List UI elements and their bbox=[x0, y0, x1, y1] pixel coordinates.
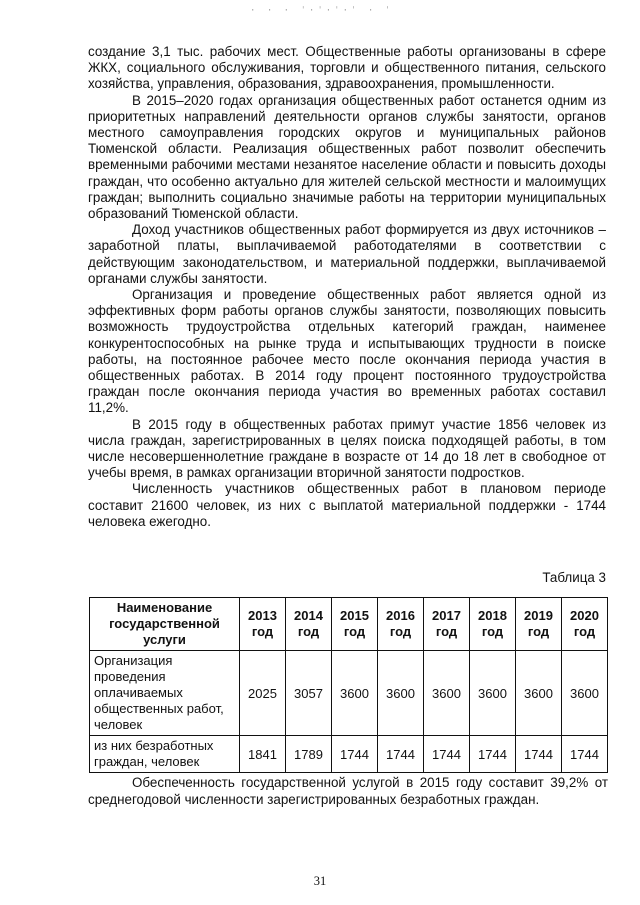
body-text bbox=[88, 44, 606, 530]
table-cell: 3600 bbox=[516, 651, 562, 736]
table-cell: 1744 bbox=[562, 736, 608, 773]
table-cell: 3600 bbox=[378, 651, 424, 736]
table-cell: 3057 bbox=[286, 651, 332, 736]
paragraph-5: В 2015 году в общественных работах примут участие 1856 человек из числа граждан, зарегистрированных в целях поиска подходящей работы, в том числе несовершеннолетние граждане в возрасте от 14 до 18 лет в свободное от учебы время, в рамках организации вторичной занятости подростков. bbox=[88, 416, 606, 481]
table-cell: 1841 bbox=[240, 736, 286, 773]
header-year: 2013 год bbox=[240, 598, 286, 651]
table-cell: 3600 bbox=[470, 651, 516, 736]
table-cell: 3600 bbox=[424, 651, 470, 736]
header-year: 2020 год bbox=[562, 598, 608, 651]
closing-text bbox=[88, 775, 608, 808]
paragraph-3: Доход участников общественных работ формируется из двух источников – заработной платы, выплачиваемой работодателями в соответствии с действующим законодательством, и материальной поддержки, выплачиваемой органами службы занятости. bbox=[88, 222, 606, 286]
paragraph-6: Численность участников общественных работ в плановом периоде составит 21600 человек, из них с выплатой материальной поддержки - 1744 человека ежегодно. bbox=[88, 481, 606, 529]
header-service: Наименование государственной услуги bbox=[90, 598, 240, 651]
table-cell: 1744 bbox=[470, 736, 516, 773]
row-label: Организация проведения оплачиваемых общественных работ, человек bbox=[90, 651, 240, 736]
scan-artifact: · · · ˈ·ˈ·ˈ·ˈ · ˈ bbox=[250, 6, 394, 16]
table-cell: 1744 bbox=[378, 736, 424, 773]
header-year: 2019 год bbox=[516, 598, 562, 651]
table-cell: 1744 bbox=[424, 736, 470, 773]
header-year: 2016 год bbox=[378, 598, 424, 651]
paragraph-2: В 2015–2020 годах организация общественных работ останется одним из приоритетных направлений деятельности органов службы занятости, органов местного самоуправления городских округов и муниципальных районов Тюменской области. Реализация общественных работ позволит обеспечить временными рабочими местами незанятое население области и повысить доходы граждан, что особенно актуально для жителей сельской местности и малоимущих граждан; выполнить социально значимые работы на территории муниципальных образований Тюменской области. bbox=[88, 92, 606, 222]
closing-paragraph: Обеспеченность государственной услугой в 2015 году составит 39,2% от среднегодовой численности зарегистрированных безработных граждан. bbox=[88, 775, 608, 807]
page-number: 31 bbox=[313, 874, 327, 888]
table-cell: 1744 bbox=[516, 736, 562, 773]
table-cell: 2025 bbox=[240, 651, 286, 736]
header-year: 2017 год bbox=[424, 598, 470, 651]
table-row bbox=[90, 651, 608, 736]
row-label: из них безработных граждан, человек bbox=[90, 736, 240, 773]
header-year: 2014 год bbox=[286, 598, 332, 651]
table-caption: Таблица 3 bbox=[542, 570, 606, 585]
header-year: 2018 год bbox=[470, 598, 516, 651]
table-cell: 3600 bbox=[562, 651, 608, 736]
header-year: 2015 год bbox=[332, 598, 378, 651]
table-cell: 3600 bbox=[332, 651, 378, 736]
table-row bbox=[90, 736, 608, 773]
paragraph-4: Организация и проведение общественных работ является одной из эффективных форм работы органов службы занятости, позволяющих повысить возможность трудоустройства отдельных категорий граждан, наименее конкурентоспособных на рынке труда и испытывающих трудности в поиске работы, на постоянное рабочее место после окончания периода участия в общественных работах. В 2014 году процент постоянного трудоустройства граждан после окончания периода участия во временных работах составил 11,2%. bbox=[88, 287, 606, 416]
table-cell: 1744 bbox=[332, 736, 378, 773]
paragraph-1: создание 3,1 тыс. рабочих мест. Общественные работы организованы в сфере ЖКХ, социального обслуживания, торговли и общественного питания, сельского хозяйства, управления, образования, здравоохранения, промышленности. bbox=[88, 44, 606, 92]
table-header-row bbox=[90, 598, 608, 651]
table-cell: 1789 bbox=[286, 736, 332, 773]
services-table bbox=[89, 597, 608, 773]
